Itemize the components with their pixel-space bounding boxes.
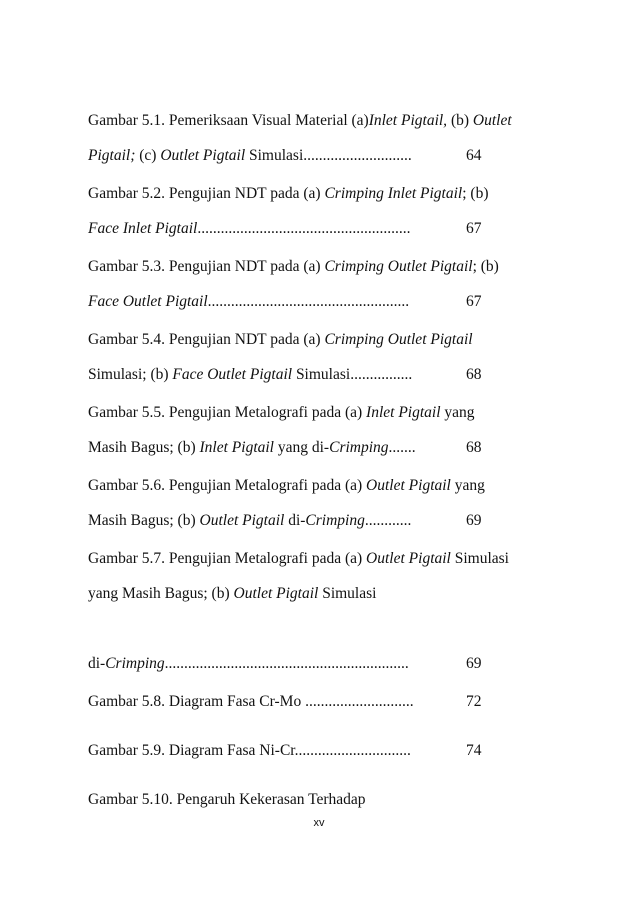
toc-page-number: 64 [466,147,482,164]
toc-page-number: 67 [466,220,482,237]
italic-term: Crimping [305,512,365,529]
entry-text: di- [88,655,106,672]
italic-term: Inlet Pigtail [366,404,441,421]
toc-entry-line [88,111,512,131]
entry-text: yang [450,477,485,494]
entry-text: .................................................... [207,293,410,310]
toc-entry-line [88,511,482,531]
italic-term: Crimping [105,655,165,672]
entry-text: Gambar 5.9. Diagram Fasa Ni-Cr.............................. [88,742,411,759]
entry-text: ............ [364,512,412,529]
italic-term: Crimping Outlet Pigtail [324,258,473,275]
entry-text: Masih Bagus; (b) [88,439,200,456]
toc-entry-line [88,219,482,239]
entry-text: Gambar 5.1. Pemeriksaan Visual Material (a) [88,112,369,129]
italic-term: Face Outlet Pigtail [88,293,208,310]
toc-page-number: 68 [466,366,482,383]
toc-entry-line [88,741,482,761]
toc-page-number: 69 [466,512,482,529]
entry-text: yang [440,404,475,421]
toc-page-number: 74 [466,742,482,759]
toc-entry-line [88,146,482,166]
entry-text: ....... [388,439,416,456]
toc-entry-line [88,257,499,277]
entry-text: ; (b) [462,185,489,202]
italic-term: Inlet Pigtail [199,439,274,456]
toc-entry-line [88,654,482,674]
entry-text: Gambar 5.2. Pengujian NDT pada (a) [88,185,325,202]
italic-term: Outlet Pigtail [199,512,285,529]
entry-text: ............................................................... [164,655,409,672]
toc-entry-line [88,584,376,604]
italic-term: Outlet Pigtail [233,585,319,602]
toc-entry-line [88,790,366,810]
toc-page-number: 69 [466,655,482,672]
entry-text: (b) [447,112,473,129]
entry-text: Simulasi; (b) [88,366,173,383]
entry-text: Gambar 5.7. Pengujian Metalografi pada (a) [88,550,367,567]
italic-term: Crimping [329,439,389,456]
italic-term: Face Inlet Pigtail [88,220,198,237]
toc-entry-line [88,184,489,204]
toc-entry-line [88,330,473,350]
entry-text: Simulasi............................ [245,147,412,164]
toc-entry-line [88,292,482,312]
entry-text: Gambar 5.10. Pengaruh Kekerasan Terhadap [88,791,366,808]
italic-term: Inlet Pigtail, [368,112,448,129]
italic-term: Face Outlet Pigtail [172,366,293,383]
italic-term: Crimping Outlet Pigtail [324,331,473,348]
entry-text: Simulasi................ [292,366,413,383]
toc-entry-line [88,438,482,458]
toc-page-number: 67 [466,293,482,310]
toc-page-number: 68 [466,439,482,456]
entry-text: yang di- [274,439,330,456]
entry-text: Masih Bagus; (b) [88,512,200,529]
entry-text: Gambar 5.5. Pengujian Metalografi pada (a) [88,404,367,421]
italic-term: Pigtail; [88,147,136,164]
page-number: xv [313,817,325,829]
entry-text: ; (b) [472,258,499,275]
entry-text: Gambar 5.8. Diagram Fasa Cr-Mo ............................ [88,693,414,710]
entry-text: Simulasi [450,550,509,567]
toc-page-number: 72 [466,693,482,710]
entry-text: Simulasi [318,585,377,602]
entry-text: Gambar 5.6. Pengujian Metalografi pada (a) [88,477,367,494]
entry-text: yang Masih Bagus; (b) [88,585,234,602]
toc-entry-line [88,403,475,423]
entry-text: Gambar 5.4. Pengujian NDT pada (a) [88,331,325,348]
entry-text: ....................................................... [197,220,411,237]
entry-text: di- [284,512,306,529]
entry-text: Gambar 5.3. Pengujian NDT pada (a) [88,258,325,275]
toc-entry-line [88,476,485,496]
italic-term: Outlet Pigtail [366,477,451,494]
italic-term: Outlet Pigtail [366,550,451,567]
toc-entry-line [88,692,482,712]
toc-entry-line [88,549,509,569]
italic-term: Outlet Pigtail [160,147,246,164]
italic-term: Crimping Inlet Pigtail [324,185,463,202]
italic-term: Outlet [472,112,512,129]
toc-entry-line [88,365,482,385]
entry-text: (c) [135,147,161,164]
